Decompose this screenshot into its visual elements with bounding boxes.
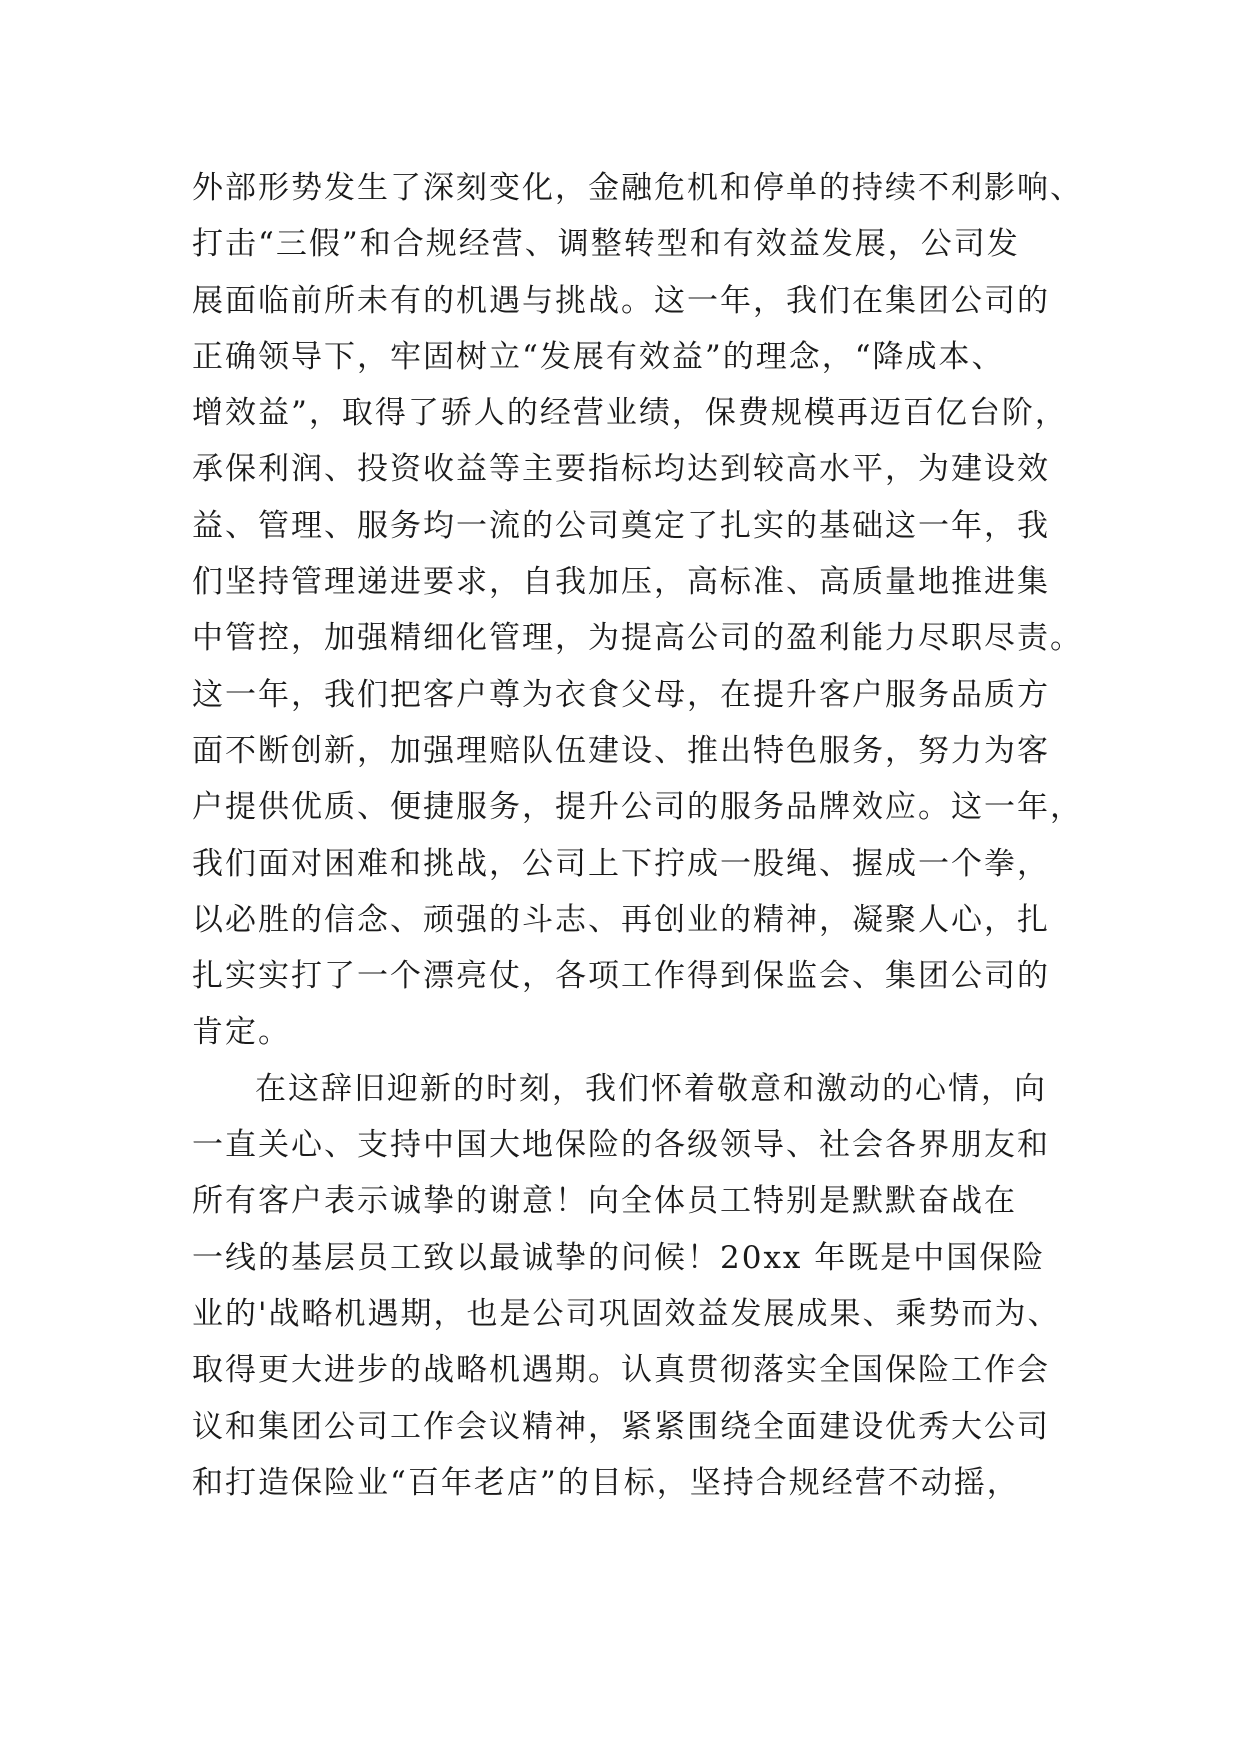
text-line: 外部形势发生了深刻变化，金融危机和停单的持续不利影响、	[192, 170, 1083, 206]
body-text	[192, 160, 1092, 1511]
text-line: 我们面对困难和挑战，公司上下拧成一股绳、握成一个拳，	[192, 845, 1050, 882]
text-line: 打击“三假”和合规经营、调整转型和有效益发展，公司发	[192, 226, 1020, 263]
text-line: 户提供优质、便捷服务，提升公司的服务品牌效应。这一年，	[192, 789, 1083, 826]
text-line: 业的'战略机遇期，也是公司巩固效益发展成果、乘势而为、	[192, 1295, 1061, 1332]
text-line: 正确领导下，牢固树立“发展有效益”的理念，“降成本、	[192, 338, 1005, 375]
text-line: 展面临前所未有的机遇与挑战。这一年，我们在集团公司的	[192, 282, 1050, 319]
paragraph-start-line: 在这辞旧迎新的时刻，我们怀着敬意和激动的心情，向	[255, 1070, 1047, 1107]
text-line: 一直关心、支持中国大地保险的各级领导、社会各界朋友和	[192, 1127, 1050, 1164]
text-line: 扎实实打了一个漂亮仗，各项工作得到保监会、集团公司的	[192, 958, 1050, 995]
text-line: 肯定。	[192, 1014, 291, 1051]
text-line: 承保利润、投资收益等主要指标均达到较高水平，为建设效	[192, 451, 1050, 488]
text-line: 取得更大进步的战略机遇期。认真贯彻落实全国保险工作会	[192, 1352, 1050, 1389]
text-line: 中管控，加强精细化管理，为提高公司的盈利能力尽职尽责。	[192, 620, 1083, 657]
text-line: 所有客户表示诚挚的谢意！向全体员工特别是默默奋战在	[192, 1183, 1017, 1220]
text-line: 以必胜的信念、顽强的斗志、再创业的精神，凝聚人心，扎	[192, 901, 1050, 938]
text-line: 这一年，我们把客户尊为衣食父母，在提升客户服务品质方	[192, 676, 1050, 713]
text-line: 一线的基层员工致以最诚挚的问候！20xx 年既是中国保险	[192, 1239, 1046, 1276]
text-line: 议和集团公司工作会议精神，紧紧围绕全面建设优秀大公司	[192, 1408, 1050, 1445]
text-line: 面不断创新，加强理赔队伍建设、推出特色服务，努力为客	[192, 732, 1050, 769]
text-line: 和打造保险业“百年老店”的目标，坚持合规经营不动摇，	[192, 1464, 1020, 1501]
text-line: 们坚持管理递进要求，自我加压，高标准、高质量地推进集	[192, 564, 1050, 601]
text-line: 增效益”，取得了骄人的经营业绩，保费规模再迈百亿台阶，	[192, 395, 1068, 432]
text-line: 益、管理、服务均一流的公司奠定了扎实的基础这一年，我	[192, 507, 1050, 544]
